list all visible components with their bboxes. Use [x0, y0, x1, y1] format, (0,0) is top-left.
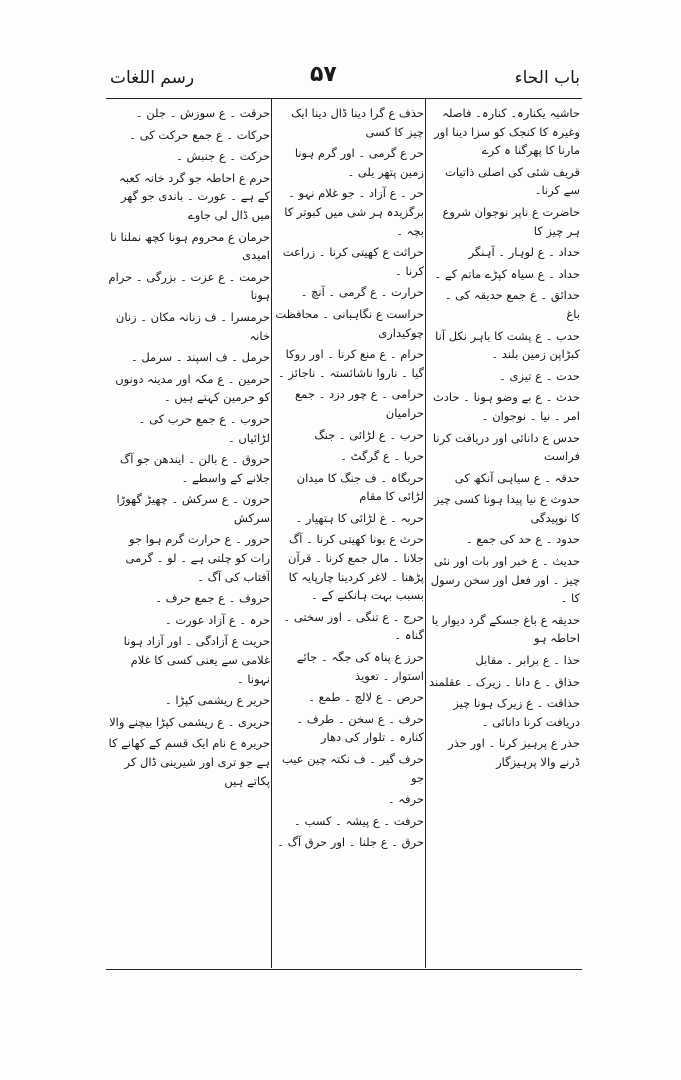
dictionary-entry: حرص ۔ ع لالچ ۔ طمع ۔ — [308, 690, 424, 705]
dictionary-entry: حذر ع پرہیز کرنا ۔ اور حذر ڈرنے والا پرہیزگار — [448, 736, 580, 769]
page-header — [110, 62, 580, 98]
dictionary-entry: حرون ۔ ع سرکش ۔ چھیڑ گھوڑا سرکش — [116, 492, 270, 525]
dictionary-entry: حرمت ۔ ع عزت ۔ بزرگی ۔ حرام ہونا — [108, 269, 270, 303]
dictionary-entry: حرف ۔ ع سخن ۔ طرف ۔ کنارہ ۔ تلوار کی دھار — [296, 711, 424, 745]
dictionary-entry: حرمل ۔ ف اسپند ۔ سرمل ۔ — [130, 350, 270, 365]
dictionary-entry: حدقہ ۔ ع سیاہی آنکھ کی — [454, 470, 580, 485]
column-right — [428, 104, 580, 964]
dictionary-entry: حذف ع گرا دینا ڈال دینا ایک چیز کا کسی — [291, 106, 424, 139]
dictionary-entry: حروق ۔ ع بالن ۔ ایندھن جو آگ جلانے کے واسطے ۔ — [119, 452, 270, 485]
dictionary-entry: حدیث ۔ ع خبر اور بات اور نئی چیز ۔ اور فعل اور سخن رسول کا ۔ — [430, 554, 580, 606]
dictionary-entry: حاضرت ع ناپر نوجوان شروع ہر چیز کا — [442, 204, 580, 238]
dictionary-entry: حدود ۔ ع حد کی جمع ۔ — [465, 532, 580, 547]
dictionary-entry: حرارت ۔ ع گرمی ۔ آنچ ۔ — [300, 285, 424, 300]
dictionary-entry: حرف گیر ۔ ف نکتہ چین عیب جو — [282, 752, 424, 785]
dictionary-entry: حدوث ع نیا پیدا ہونا کسی چیز کا نوپیدگی — [433, 492, 580, 525]
dictionary-entry: حرامی ۔ ع چور دزد ۔ جمع حرامیان — [295, 387, 424, 420]
dictionary-entry: حدس ع دانائی اور دریافت کرنا فراست — [432, 430, 580, 464]
chapter-title: باب الحاء — [514, 68, 580, 88]
column-left — [108, 104, 270, 964]
dictionary-entry: حروف ۔ ع جمع حرف ۔ — [155, 591, 270, 606]
dictionary-entry: حاشیہ یکنارہ۔ کنارہ۔ فاصلہ وغیرہ کا کنجک کو سزا دینا اور مارنا کا پھرگنا ہ کرے — [434, 106, 580, 158]
dictionary-entry: حذا ۔ ع برابر ۔ مقابل — [475, 653, 580, 668]
dictionary-entry: حرج ۔ ع تنگی ۔ اور سختی ۔ گناہ ۔ — [283, 609, 424, 643]
dictionary-entry: حدث ۔ ع بے وضو ہونا ۔ حادث امر ۔ نیا ۔ نوجوان ۔ — [432, 390, 580, 423]
dictionary-entry: حر ۔ ع آزاد ۔ جو غلام نہو ۔ برگزیدہ ہر شی میں کبوتر کا بچہ ۔ — [284, 186, 424, 238]
dictionary-entry: حراست ع نگاہبانی ۔ محافظت چوکیداری — [275, 306, 424, 340]
dictionary-entry: حدت ۔ ع تیزی ۔ — [499, 368, 580, 383]
dictionary-entry: حرکت ۔ ع جنبش ۔ — [176, 149, 270, 164]
dictionary-entry: حرکات ۔ ع جمع حرکت کی ۔ — [129, 127, 270, 142]
dictionary-entry: قریف شئی کی اصلی ذاتیات سے کرنا۔ — [445, 164, 580, 198]
dictionary-entry: حرز ع پناہ کی جگہ ۔ جائے استوار ۔ تعویذ — [296, 650, 424, 683]
dictionary-entry: حراثت ع کھیتی کرنا ۔ زراعت کرنا ۔ — [282, 245, 424, 278]
dictionary-entry: حداد ۔ ع لوہار ۔ آہنگر — [468, 245, 580, 260]
dictionary-entry: حدیقہ ع باغ جسکے گرد دیوار یا احاطہ ہو — [431, 612, 580, 646]
dictionary-entry: حربہ ۔ ع لڑائی کا ہتھیار ۔ — [295, 510, 424, 525]
dictionary-entry: حرہ ۔ ع آزاد عورت ۔ — [164, 612, 270, 627]
dictionary-entry: حربا ۔ ع گرگٹ ۔ — [340, 449, 424, 464]
dictionary-entry: حذاق ۔ ع دانا ۔ زیرک ۔ عقلمند — [429, 674, 580, 689]
dictionary-entry: حرق ۔ ع جلنا ۔ اور حرق آگ ۔ — [277, 835, 424, 850]
dictionary-entry: حذاقت ۔ ع زیرک ہونا چیز دریافت کرنا دانائی ۔ — [453, 696, 580, 729]
dictionary-entry: حروب ۔ ع جمع حرب کی ۔ لڑائیاں ۔ — [138, 411, 270, 445]
dictionary-entry: حرمان ع محروم ہونا کچھ نملنا نا امیدی — [110, 229, 270, 263]
dictionary-entry: حرام ۔ ع منع کرنا ۔ اور روکا گیا ۔ ناروا ناشائستہ ۔ ناجائز ۔ — [278, 347, 424, 380]
dictionary-entry: حدائق ۔ ع جمع حدیقہ کی ۔ باغ — [444, 288, 580, 321]
dictionary-entry: حدب ۔ ع پشت کا باہر نکل آنا کبڑاپن زمین بلند ۔ — [435, 328, 580, 362]
dictionary-entry: حرقت ۔ ع سوزش ۔ جلن ۔ — [135, 106, 270, 120]
dictionary-entry: حریر ع ریشمی کپڑا ۔ — [165, 693, 270, 708]
dictionary-entry: حرفت ۔ ع پیشہ ۔ کسب ۔ — [294, 813, 424, 828]
dictionary-entry: حرور ۔ ع حرارت گرم ہوا جو رات کو چلتی ہے ۔ لو ۔ گرمی آفتاب کی آگ ۔ — [125, 532, 270, 584]
dictionary-entry: حربگاہ ۔ ف جنگ کا میدان لڑائی کا مقام — [296, 470, 424, 504]
dictionary-entry: حداد ۔ ع سیاہ کپڑے ماتم کے ۔ — [434, 266, 580, 281]
dictionary-entry: حریری ۔ ع ریشمی کپڑا بیچنے والا — [109, 714, 270, 729]
column-rule-right — [425, 98, 426, 968]
dictionary-entry: حر ع گرمی ۔ اور گرم ہونا زمین پتھر یلی ۔ — [294, 146, 424, 179]
page-number: ۵۷ — [310, 62, 337, 87]
column-rule-left — [271, 98, 272, 968]
dictionary-entry: حرمسرا ۔ ف زنانہ مکان ۔ زنان خانہ — [115, 309, 270, 343]
dictionary-entry: حریت ع آزادگی ۔ اور آزاد ہونا غلامی سے یعنی کسی کا غلام نہونا ۔ — [123, 634, 270, 686]
dictionary-entry: حرفہ ۔ — [387, 792, 424, 807]
dictionary-entry: حرث ع بونا کھیتی کرنا ۔ آگ جلانا ۔ مال جمع کرنا ۔ قرآن پڑھنا ۔ لاغر کردینا چارپایہ کا بسبب بہت ہانکنے کے ۔ — [288, 532, 424, 603]
dictionary-entry: حرب ۔ ع لڑائی ۔ جنگ — [314, 427, 424, 442]
column-middle — [274, 104, 424, 964]
dictionary-entry: حرمین ۔ ع مکہ اور مدینہ دونوں کو حرمین کہتے ہیں ۔ — [115, 371, 270, 405]
dictionary-entry: حرم ع احاطہ جو گرد خانہ کعبہ کے ہے ۔ عورت ۔ باندی جو گھر میں ڈال لی جاوے — [119, 170, 270, 222]
book-title: رسم اللغات — [110, 68, 195, 88]
dictionary-entry: حریرہ ع نام ایک قسم کے کھانے کا ہے جو تری اور شیرینی ڈال کر پکاتے ہیں — [108, 736, 270, 788]
